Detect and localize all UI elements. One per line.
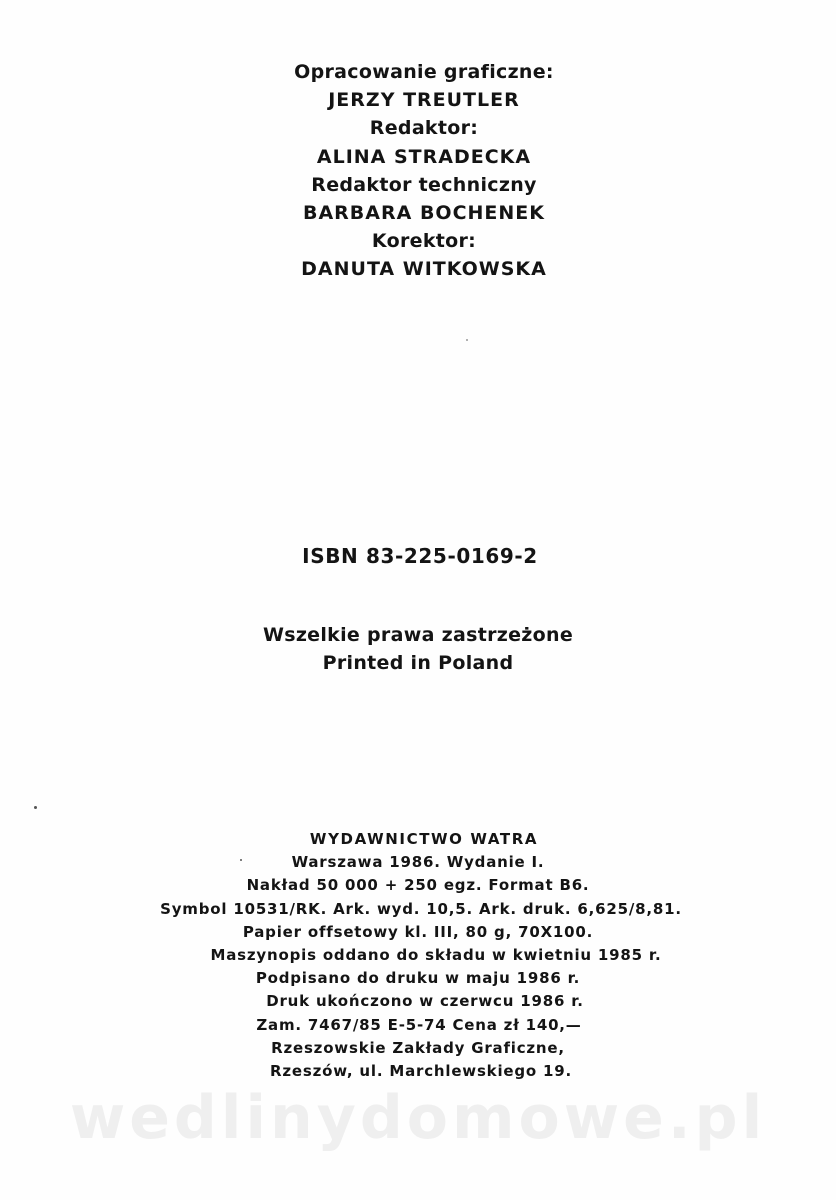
watermark: wedlinydomowe.pl [69, 1083, 767, 1153]
credit-name-editor: ALINA STRADECKA [316, 145, 532, 168]
print-speck [34, 806, 37, 809]
credit-role-proofreader: Korektor: [371, 230, 477, 253]
credit-role-graphic-design: Opracowanie graficzne: [294, 61, 554, 83]
imprint-line: Papier offsetowy kl. III, 80 g, 70X100. [242, 922, 594, 941]
credit-role-technical-editor: Redaktor techniczny [311, 173, 537, 196]
credit-name-technical-editor: BARBARA BOCHENEK [302, 202, 545, 225]
print-speck [466, 339, 468, 341]
print-speck [240, 859, 242, 861]
imprint-line: Symbol 10531/RK. Ark. wyd. 10,5. Ark. druk. 6,625/8,81. [160, 899, 682, 918]
publisher-imprint-block [0, 828, 836, 1083]
printed-in-text: Printed in Poland [322, 652, 514, 674]
publisher-name: WYDAWNICTWO WATRA [309, 830, 539, 848]
rights-block [0, 621, 836, 677]
rights-reserved-text: Wszelkie prawa zastrzeżone [262, 624, 574, 646]
imprint-line: Maszynopis oddano do składu w kwietniu 1985 r. [210, 946, 662, 965]
imprint-line: Podpisano do druku w maju 1986 r. [255, 969, 581, 988]
credit-name-proofreader: DANUTA WITKOWSKA [301, 258, 547, 281]
printer-name: Rzeszowskie Zakłady Graficzne, [271, 1038, 565, 1057]
isbn-number: ISBN 83-225-0169-2 [302, 544, 538, 568]
credit-name-graphic-designer: JERZY TREUTLER [328, 89, 520, 112]
imprint-line: Warszawa 1986. Wydanie I. [291, 853, 545, 872]
imprint-line: Zam. 7467/85 E-5-74 Cena zł 140,— [256, 1015, 582, 1034]
credits-block [0, 58, 836, 284]
credit-role-editor: Redaktor: [369, 117, 479, 140]
imprint-line: Druk ukończono w czerwcu 1986 r. [266, 992, 584, 1011]
imprint-line: Nakład 50 000 + 250 egz. Format B6. [246, 876, 590, 895]
printer-address: Rzeszów, ul. Marchlewskiego 19. [269, 1062, 573, 1081]
